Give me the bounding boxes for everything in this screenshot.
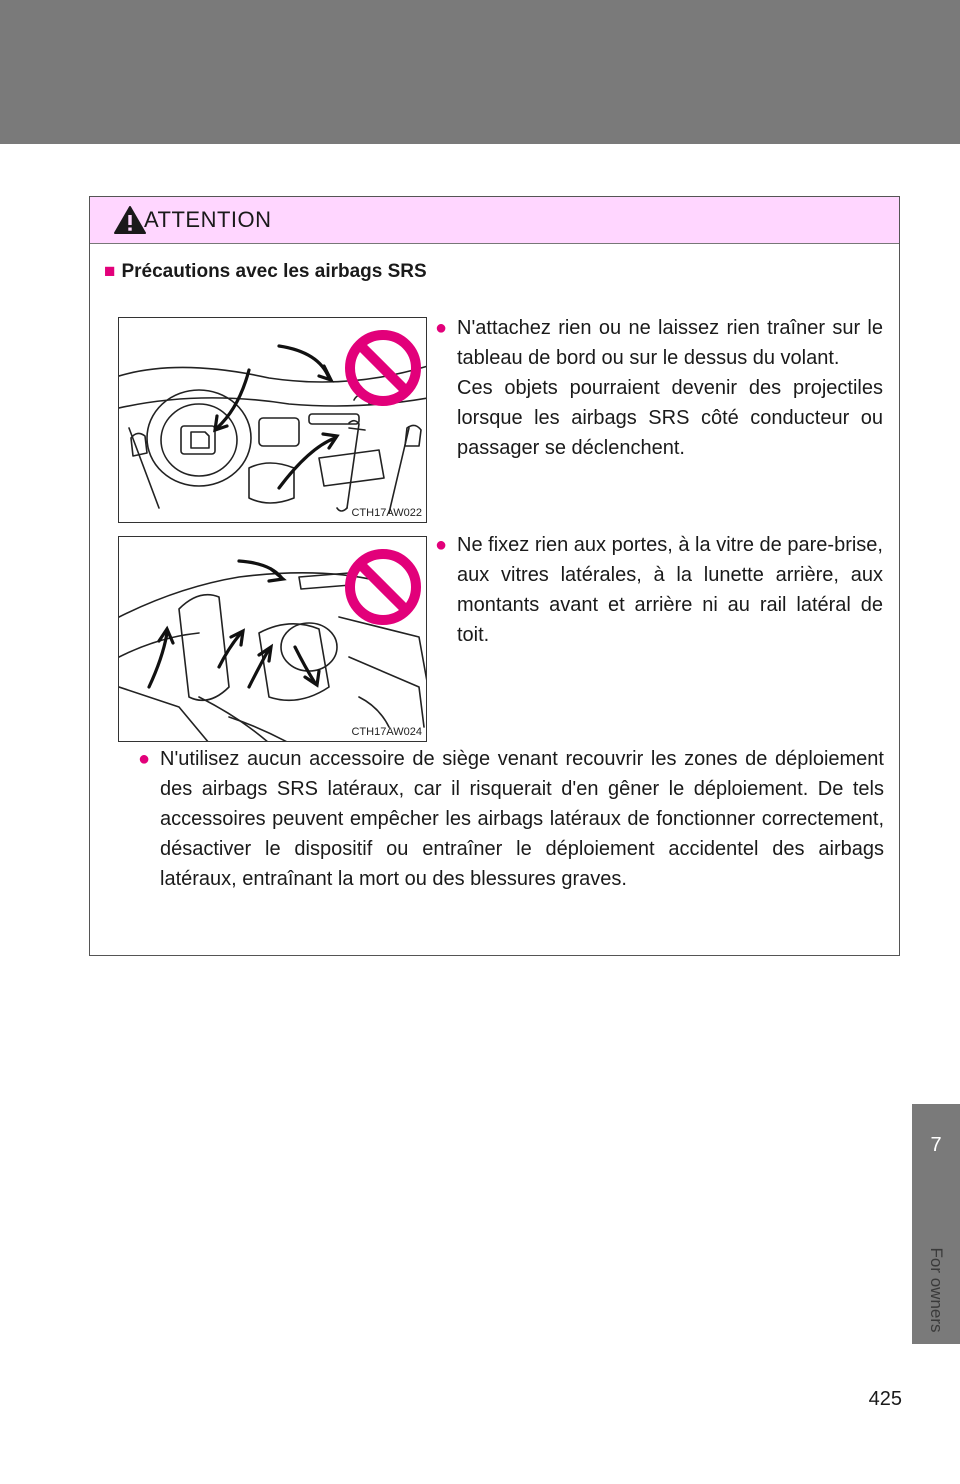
cabin-drawing [119, 537, 427, 742]
bullet-icon: ● [435, 317, 448, 339]
bullet-icon: ● [435, 534, 448, 556]
bullet-paragraph: N'attachez rien ou ne laissez rien traîner sur le tableau de bord ou sur le dessus du volant. [457, 317, 883, 369]
bullet-item [435, 530, 883, 650]
figure-code: CTH17AW022 [351, 507, 422, 519]
top-band [0, 0, 960, 144]
bullet-text: N'utilisez aucun accessoire de siège venant recouvrir les zones de déploiement des airbags SRS latéraux, car il risquerait d'en gêner le déploiement. De tels accessoires peuvent empêcher les airbags latéraux de fonctionner correctement, désactiver le dispositif ou entraîner le déploiement accidentel des airbags latéraux, entraînant la mort ou des blessures graves. [160, 748, 884, 890]
figure-code: CTH17AW024 [351, 726, 422, 738]
attention-box [89, 196, 900, 956]
bullet-icon: ● [138, 748, 151, 770]
dashboard-illustration [118, 317, 427, 523]
warning-triangle-icon [113, 205, 147, 235]
section-heading [104, 261, 427, 283]
attention-header [90, 197, 899, 244]
attention-title: ATTENTION [144, 207, 272, 232]
chapter-number: 7 [930, 1134, 942, 1156]
square-marker-icon: ■ [104, 261, 116, 282]
bullet-text [435, 313, 883, 463]
bullet-paragraph: Ces objets pourraient devenir des projectiles lorsque les airbags SRS côté conducteur ou passager se déclenchent. [457, 377, 883, 459]
chapter-label: For owners [927, 1247, 946, 1333]
bullet-text: Ne fixez rien aux portes, à la vitre de pare-brise, aux vitres latérales, à la lunette arrière, aux montants avant et arrière ni au rail latéral de toit. [457, 534, 883, 646]
bullet-item [435, 313, 883, 463]
dashboard-drawing [119, 318, 427, 523]
page-number: 425 [868, 1388, 902, 1410]
cabin-illustration [118, 536, 427, 742]
section-title: Précautions avec les airbags SRS [121, 261, 427, 282]
bullet-item [138, 744, 884, 894]
